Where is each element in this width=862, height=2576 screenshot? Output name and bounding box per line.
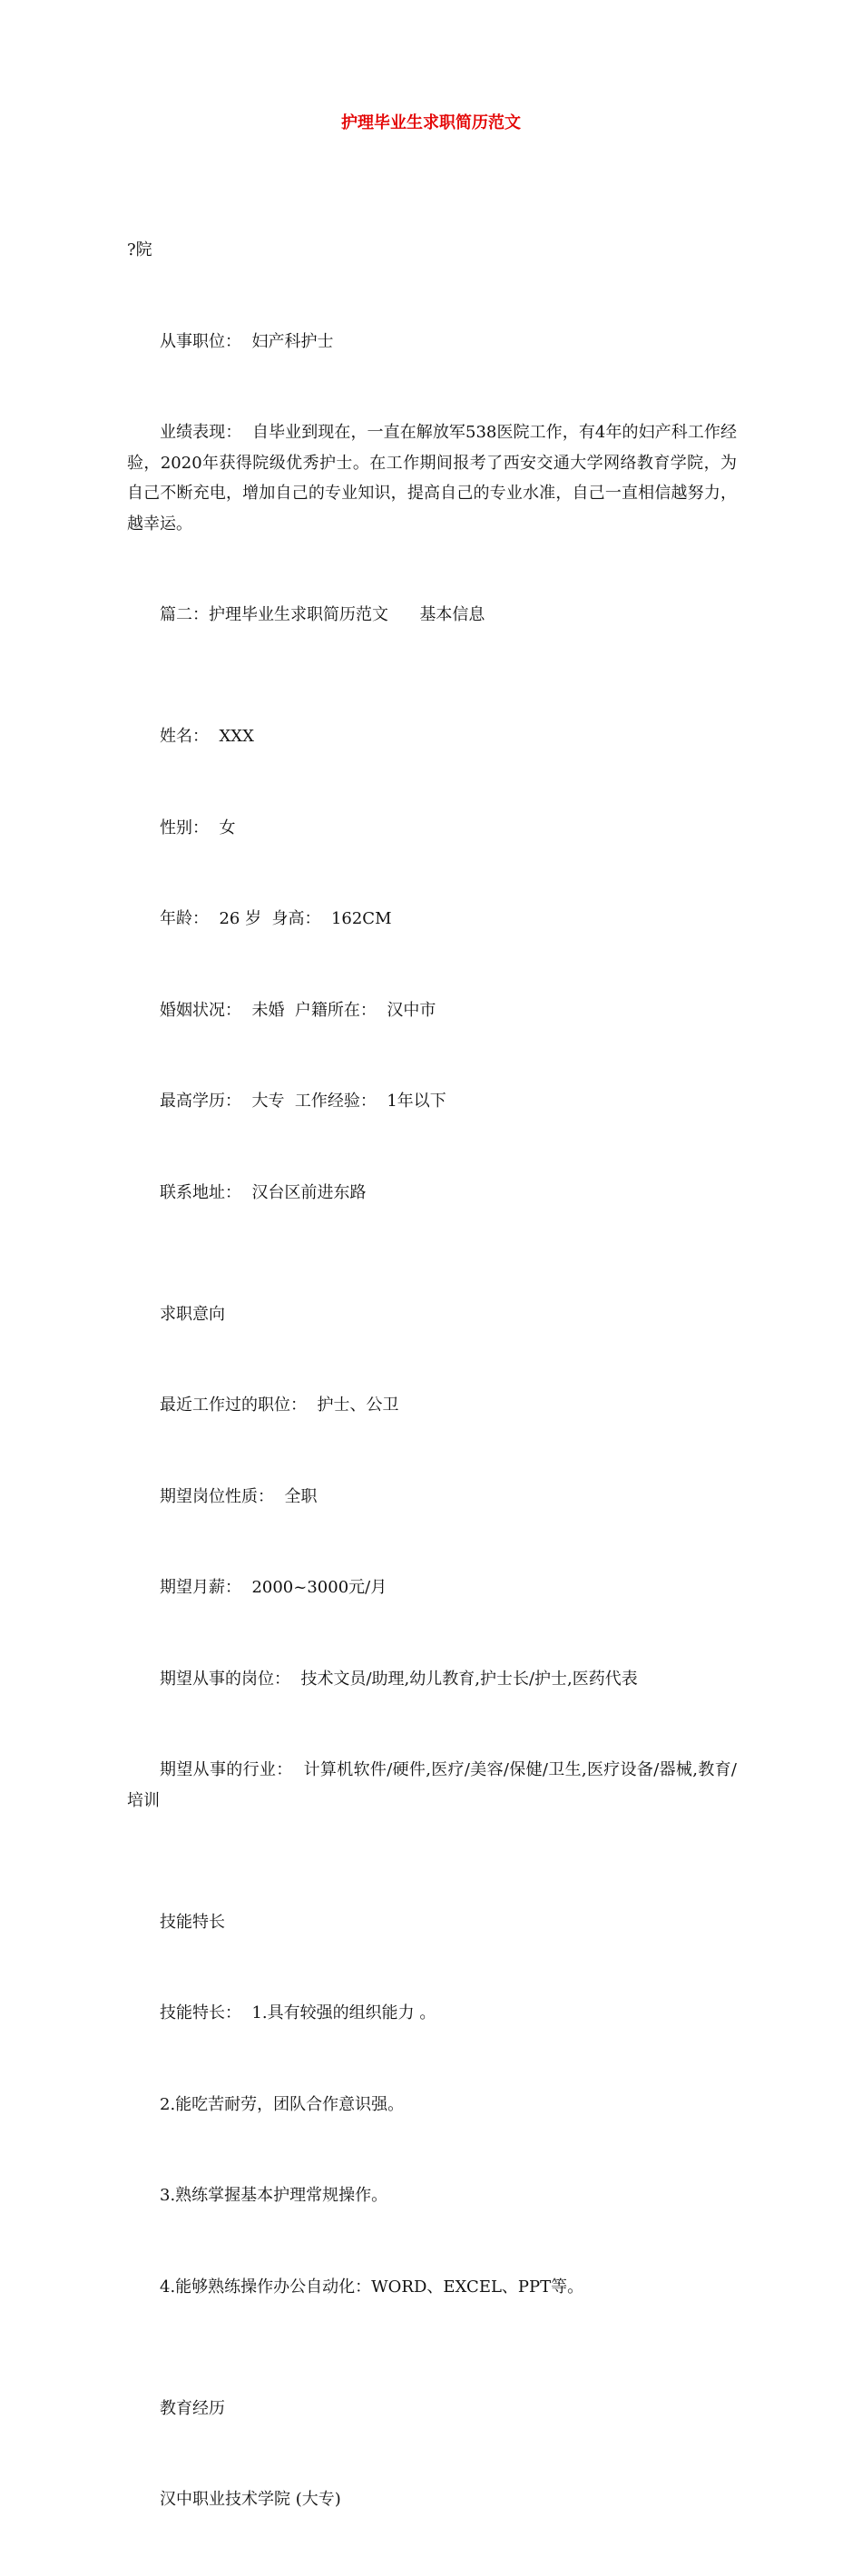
- education-item: 汉中职业技术学院 (大专): [160, 2490, 341, 2509]
- job-intent-salary: 期望月薪： 2000~3000元/月: [160, 1578, 387, 1597]
- skills-heading: 技能特长: [160, 1912, 225, 1932]
- position-line: 从事职位： 妇产科护士: [160, 331, 334, 351]
- basic-info-education-experience: 最高学历： 大专 工作经验： 1年以下: [160, 1092, 446, 1111]
- job-intent-industry: 期望从事的行业： 计算机软件/硬件,医疗/美容/保健/卫生,医疗设备/器械,教育/培训: [127, 1760, 737, 1810]
- skills-item-4: 4.能够熟练操作办公自动化：WORD、EXCEL、PPT等。: [160, 2277, 584, 2297]
- basic-info-marital-household: 婚姻状况： 未婚 户籍所在： 汉中市: [160, 1000, 436, 1020]
- skills-item-1: 技能特长： 1.具有较强的组织能力 。: [160, 2003, 436, 2023]
- job-intent-positions: 期望从事的岗位： 技术文员/助理,幼儿教育,护士长/护士,医药代表: [160, 1669, 638, 1689]
- document-body: [127, 174, 737, 2576]
- document-title: 护理毕业生求职简历范文: [341, 113, 521, 132]
- basic-info-age-height: 年龄： 26 岁 身高： 162CM: [160, 909, 392, 928]
- performance-paragraph: 业绩表现： 自毕业到现在，一直在解放军538医院工作，有4年的妇产科工作经验，2020年获得院级优秀护士。在工作期间报考了西安交通大学网络教育学院，为自己不断充电，增加自己的专业知识，提高自己的专业水准，自己一直相信越努力，越幸运。: [127, 423, 737, 534]
- intro-fragment: ?院: [127, 240, 152, 260]
- basic-info-gender: 性别： 女: [160, 818, 236, 837]
- job-intent-type: 期望岗位性质： 全职: [160, 1486, 318, 1506]
- section-two-heading: 篇二：护理毕业生求职简历范文 基本信息: [160, 605, 485, 624]
- basic-info-address: 联系地址： 汉台区前进东路: [160, 1182, 367, 1202]
- job-intent-recent-position: 最近工作过的职位： 护士、公卫: [160, 1396, 399, 1415]
- basic-info-name: 姓名： XXX: [160, 727, 254, 746]
- skills-item-3: 3.熟练掌握基本护理常规操作。: [160, 2186, 388, 2205]
- job-intent-heading: 求职意向: [160, 1304, 225, 1324]
- education-heading: 教育经历: [160, 2398, 225, 2418]
- skills-item-2: 2.能吃苦耐劳，团队合作意识强。: [160, 2094, 405, 2114]
